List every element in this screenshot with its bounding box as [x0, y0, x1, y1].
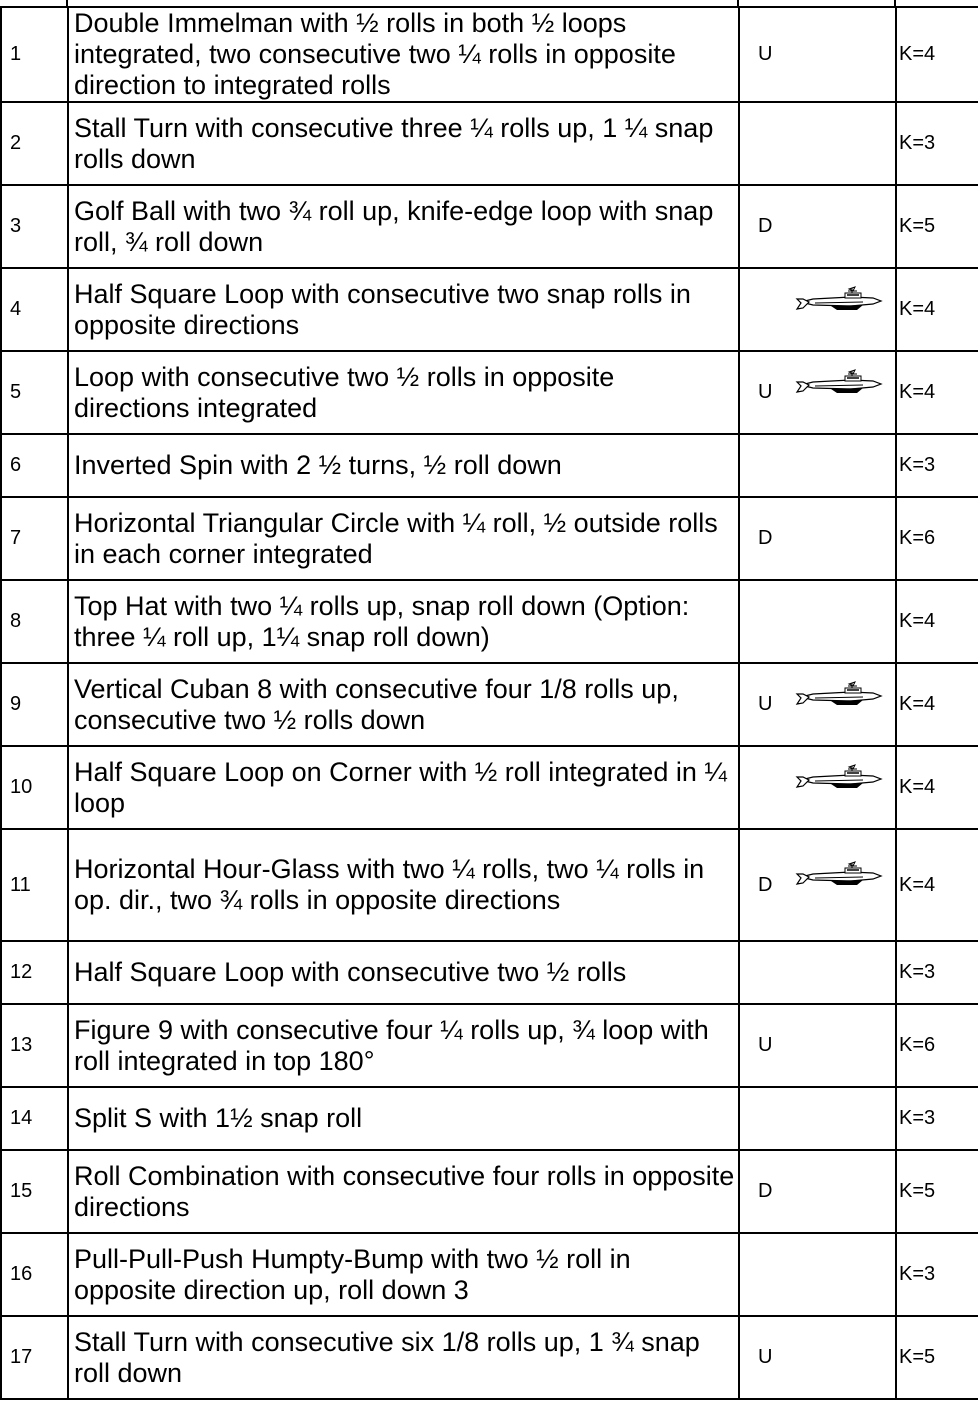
airplane-icon	[793, 286, 883, 322]
direction-cell	[739, 829, 896, 941]
table-row	[1, 185, 978, 268]
k-factor: K=3	[896, 941, 978, 1004]
direction-cell	[739, 580, 896, 663]
maneuver-description: Loop with consecutive two ½ rolls in opposite directions integrated	[68, 351, 739, 434]
maneuver-description: Horizontal Hour-Glass with two ¼ rolls, two ¼ rolls in op. dir., two ¾ rolls in opposite directions	[68, 829, 739, 941]
table-row	[1, 7, 978, 102]
row-number: 12	[1, 941, 68, 1004]
maneuver-description: Roll Combination with consecutive four rolls in opposite directions	[68, 1150, 739, 1233]
row-number: 17	[1, 1316, 68, 1399]
table-row	[1, 941, 978, 1004]
direction-code: D	[758, 527, 773, 550]
table-row	[1, 434, 978, 497]
maneuver-description: Half Square Loop with consecutive two snap rolls in opposite directions	[68, 268, 739, 351]
row-number: 6	[1, 434, 68, 497]
direction-cell	[739, 102, 896, 185]
maneuver-description: Golf Ball with two ¾ roll up, knife-edge loop with snap roll, ¾ roll down	[68, 185, 739, 268]
k-factor: K=4	[896, 351, 978, 434]
table-row	[1, 1004, 978, 1087]
table-row	[1, 1150, 978, 1233]
table-row	[1, 497, 978, 580]
k-factor: K=5	[896, 1150, 978, 1233]
direction-cell	[739, 1004, 896, 1087]
maneuver-description: Stall Turn with consecutive three ¼ rolls up, 1 ¼ snap rolls down	[68, 102, 739, 185]
k-factor: K=3	[896, 1087, 978, 1150]
maneuver-description: Horizontal Triangular Circle with ¼ roll, ½ outside rolls in each corner integrated	[68, 497, 739, 580]
table-row	[1, 1087, 978, 1150]
row-number: 15	[1, 1150, 68, 1233]
k-factor: K=4	[896, 7, 978, 102]
k-factor: K=5	[896, 185, 978, 268]
maneuver-description: Split S with 1½ snap roll	[68, 1087, 739, 1150]
direction-code: U	[758, 381, 773, 404]
row-number: 14	[1, 1087, 68, 1150]
row-number: 11	[1, 829, 68, 941]
maneuver-description: Double Immelman with ½ rolls in both ½ loops integrated, two consecutive two ¼ rolls in opposite direction to integrated rolls	[68, 7, 739, 102]
airplane-icon	[793, 861, 883, 897]
table-row	[1, 268, 978, 351]
direction-cell	[739, 941, 896, 1004]
table-row	[1, 351, 978, 434]
row-number: 3	[1, 185, 68, 268]
maneuver-description: Figure 9 with consecutive four ¼ rolls up, ¾ loop with roll integrated in top 180°	[68, 1004, 739, 1087]
maneuver-table	[0, 6, 978, 1400]
k-factor: K=3	[896, 102, 978, 185]
direction-cell	[739, 434, 896, 497]
maneuver-description: Half Square Loop with consecutive two ½ rolls	[68, 941, 739, 1004]
direction-cell	[739, 185, 896, 268]
maneuver-description: Top Hat with two ¼ rolls up, snap roll down (Option: three ¼ roll up, 1¼ snap roll down)	[68, 580, 739, 663]
row-number: 7	[1, 497, 68, 580]
table-row	[1, 829, 978, 941]
table-row	[1, 102, 978, 185]
maneuver-description: Pull-Pull-Push Humpty-Bump with two ½ roll in opposite direction up, roll down 3	[68, 1233, 739, 1316]
direction-cell	[739, 1316, 896, 1399]
k-factor: K=3	[896, 434, 978, 497]
maneuver-table-body	[1, 7, 978, 1399]
table-row	[1, 580, 978, 663]
row-number: 2	[1, 102, 68, 185]
direction-cell	[739, 1150, 896, 1233]
direction-code: D	[758, 873, 773, 896]
maneuver-description: Inverted Spin with 2 ½ turns, ½ roll down	[68, 434, 739, 497]
direction-cell	[739, 351, 896, 434]
table-row	[1, 1316, 978, 1399]
direction-cell	[739, 746, 896, 829]
direction-cell	[739, 497, 896, 580]
k-factor: K=4	[896, 268, 978, 351]
table-row	[1, 746, 978, 829]
row-number: 9	[1, 663, 68, 746]
direction-cell	[739, 1087, 896, 1150]
row-number: 10	[1, 746, 68, 829]
k-factor: K=4	[896, 746, 978, 829]
direction-code: U	[758, 1034, 773, 1057]
row-number: 4	[1, 268, 68, 351]
k-factor: K=4	[896, 829, 978, 941]
direction-cell	[739, 268, 896, 351]
k-factor: K=5	[896, 1316, 978, 1399]
airplane-icon	[793, 764, 883, 800]
row-number: 1	[1, 7, 68, 102]
direction-code: D	[758, 215, 773, 238]
direction-cell	[739, 663, 896, 746]
maneuver-description: Vertical Cuban 8 with consecutive four 1/8 rolls up, consecutive two ½ rolls down	[68, 663, 739, 746]
direction-cell	[739, 1233, 896, 1316]
table-row	[1, 663, 978, 746]
direction-code: U	[758, 43, 773, 66]
direction-cell	[739, 7, 896, 102]
row-number: 8	[1, 580, 68, 663]
k-factor: K=4	[896, 580, 978, 663]
direction-code: D	[758, 1180, 773, 1203]
row-number: 13	[1, 1004, 68, 1087]
direction-code: U	[758, 693, 773, 716]
table-row	[1, 1233, 978, 1316]
airplane-icon	[793, 369, 883, 405]
k-factor: K=6	[896, 1004, 978, 1087]
k-factor: K=4	[896, 663, 978, 746]
airplane-icon	[793, 681, 883, 717]
k-factor: K=3	[896, 1233, 978, 1316]
direction-code: U	[758, 1346, 773, 1369]
row-number: 16	[1, 1233, 68, 1316]
k-factor: K=6	[896, 497, 978, 580]
maneuver-description: Half Square Loop on Corner with ½ roll integrated in ¼ loop	[68, 746, 739, 829]
maneuver-description: Stall Turn with consecutive six 1/8 rolls up, 1 ¾ snap roll down	[68, 1316, 739, 1399]
row-number: 5	[1, 351, 68, 434]
